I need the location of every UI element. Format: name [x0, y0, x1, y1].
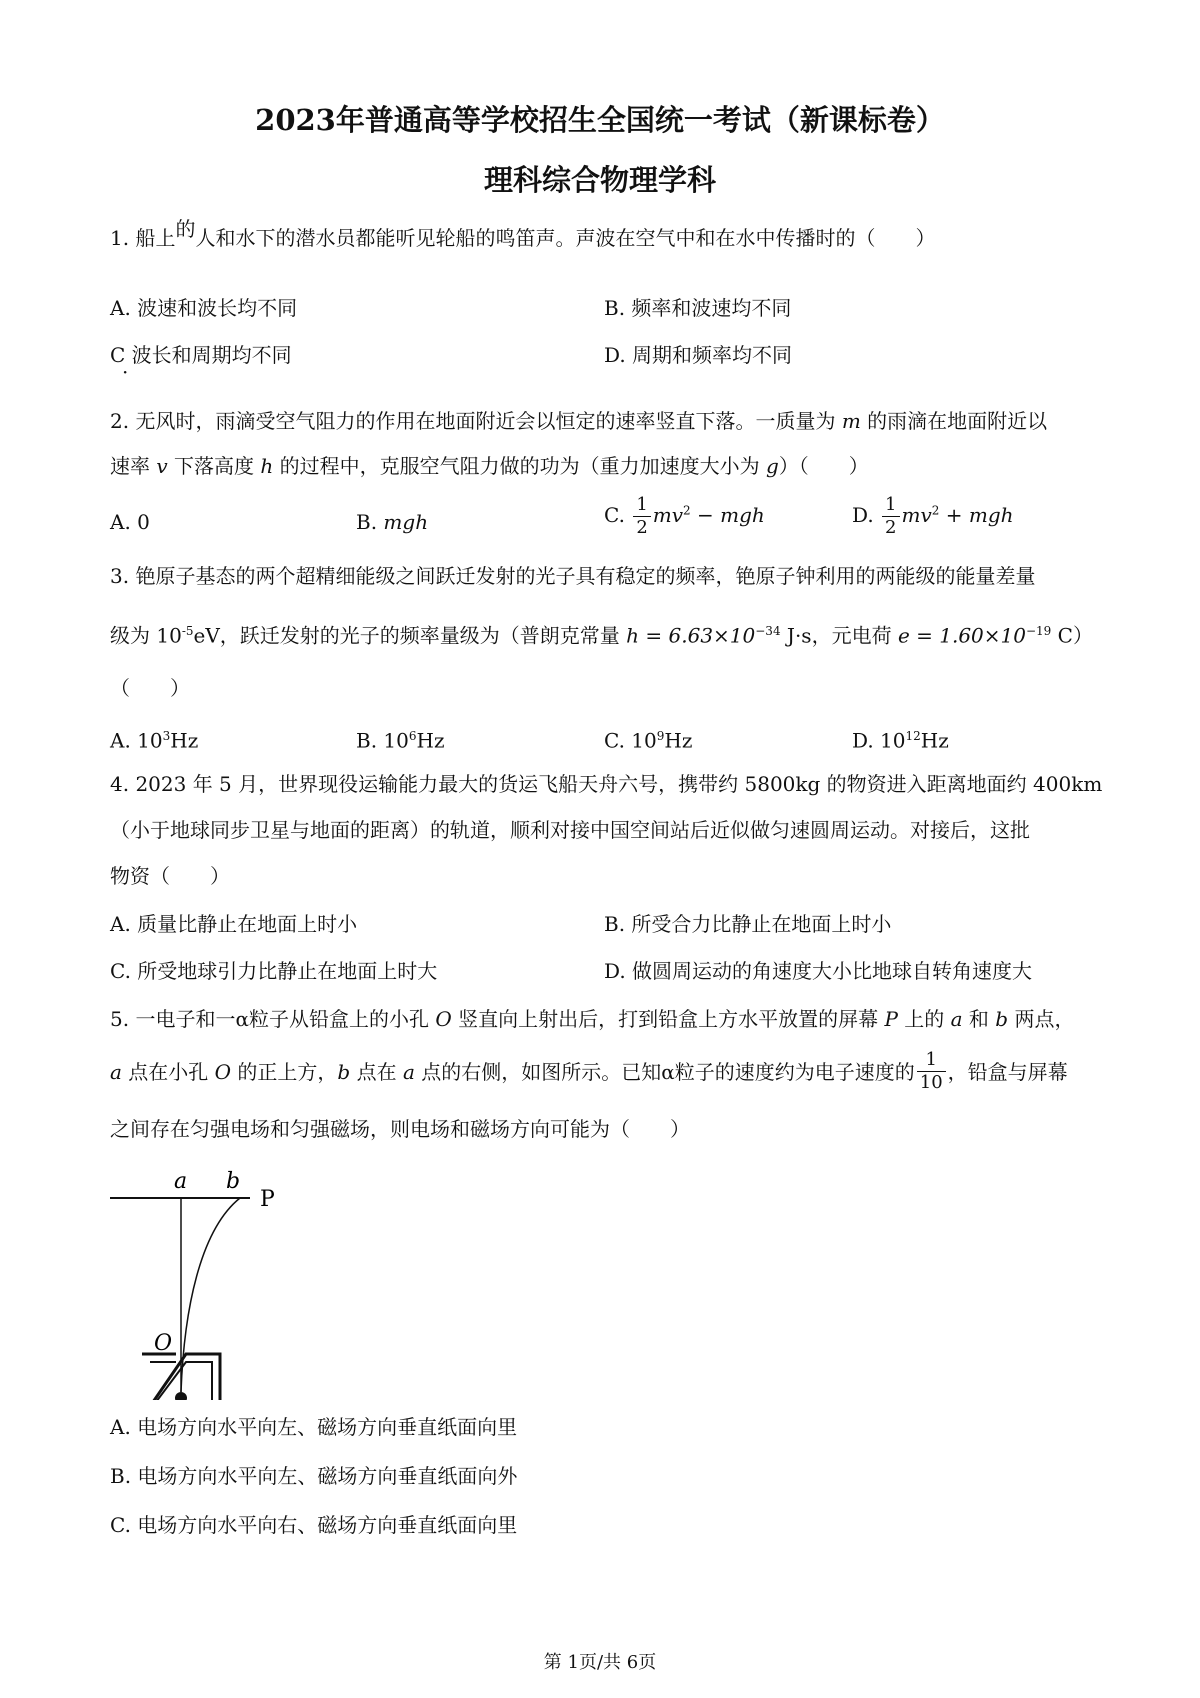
- q4-option-a: A. 质量比静止在地面上时小: [110, 912, 358, 936]
- exam-subtitle: 理科综合物理学科: [483, 163, 716, 197]
- q4-option-c: C. 所受地球引力比静止在地面上时大: [110, 959, 438, 983]
- q3-option-b: B. $10^6Hz$: [356, 728, 445, 753]
- question-5-line-3: 之间存在匀强电场和匀强磁场，则电场和磁场方向可能为（ ）: [110, 1117, 690, 1141]
- stray-dot: ·: [122, 360, 129, 384]
- q5-option-c: C. 电场方向水平向右、磁场方向垂直纸面向里: [110, 1513, 518, 1537]
- question-3-line-1: 3. 铯原子基态的两个超精细能级之间跃迁发射的光子具有稳定的频率，铯原子钟利用的两能级的能量差量: [110, 564, 1036, 588]
- page-footer: 第 1页/共 6页: [543, 1652, 657, 1673]
- question-4-line-1: 4. 2023 年 5 月，世界现役运输能力最大的货运飞船天舟六号，携带约 5800kg 的物资进入距离地面约 400km: [110, 772, 1103, 796]
- question-3-line-2: 级为 $10^{-5}eV$，跃迁发射的光子的频率量级为（普朗克常量 $h = 6.63\times 10^{-34}$ J·s，元电荷 $e = 1.60\times 10^{-19}$ C）: [110, 623, 1093, 648]
- question-4-line-2: （小于地球同步卫星与地面的距离）的轨道，顺利对接中国空间站后近似做匀速圆周运动。对接后，这批: [110, 818, 1030, 842]
- q2-option-b: B. mgh: [356, 510, 429, 534]
- question-4-line-3: 物资（ ）: [110, 864, 230, 888]
- q2-option-a: A. 0: [110, 510, 150, 534]
- q4-option-b: B. 所受合力比静止在地面上时小: [604, 912, 892, 936]
- q3-option-a: A. $10^3Hz$: [110, 728, 199, 753]
- exam-title: 2023年普通高等学校招生全国统一考试（新课标卷）: [255, 103, 945, 137]
- q1-option-c: C 波长和周期均不同: [110, 343, 292, 367]
- q4-option-d: D. 做圆周运动的角速度大小比地球自转角速度大: [604, 959, 1033, 983]
- question-2-line-2: 速率 v 下落高度 h 的过程中，克服空气阻力做的功为（重力加速度大小为 g）（ ）: [110, 454, 869, 478]
- q2-option-c: C. $\frac{1}{2}$ $mv^2$ − mgh: [604, 494, 765, 538]
- q1-option-a: A. 波速和波长均不同: [110, 296, 298, 320]
- q1-option-b: B. 频率和波速均不同: [604, 296, 792, 320]
- q1-option-d: D. 周期和频率均不同: [604, 343, 793, 367]
- source-dot: [175, 1392, 187, 1400]
- q5-option-b: B. 电场方向水平向左、磁场方向垂直纸面向外: [110, 1464, 518, 1488]
- label-b: b: [226, 1169, 241, 1194]
- question-5-line-1: 5. 一电子和一α粒子从铅盒上的小孔 O 竖直向上射出后，打到铅盒上方水平放置的屏幕 P 上的 a 和 b 两点，: [110, 1007, 1075, 1031]
- question-5-figure: [100, 1160, 300, 1400]
- label-a: a: [174, 1169, 188, 1194]
- question-5-line-2: a 点在小孔 O 的正上方，b 点在 a 点的右侧，如图所示。已知α粒子的速度约为电子速度的 $\frac{1}{10}$ ，铅盒与屏幕: [110, 1049, 1068, 1093]
- q3-option-c: C. $10^9Hz$: [604, 728, 693, 753]
- q2-option-d: D. $\frac{1}{2}$ $mv^2$ + mgh: [852, 494, 1014, 538]
- label-O: O: [154, 1331, 173, 1356]
- question-3-line-3: （ ）: [110, 676, 190, 700]
- question-2-line-1: 2. 无风时，雨滴受空气阻力的作用在地面附近会以恒定的速率竖直下落。一质量为 m 的雨滴在地面附近以: [110, 409, 1048, 433]
- q3-option-d: D. $10^{12}Hz$: [852, 728, 949, 753]
- label-P: P: [260, 1187, 275, 1212]
- q5-option-a: A. 电场方向水平向左、磁场方向垂直纸面向里: [110, 1415, 518, 1439]
- question-1-stem: 1. 船上的人和水下的潜水员都能听见轮船的鸣笛声。声波在空气中和在水中传播时的（ ）: [110, 217, 936, 250]
